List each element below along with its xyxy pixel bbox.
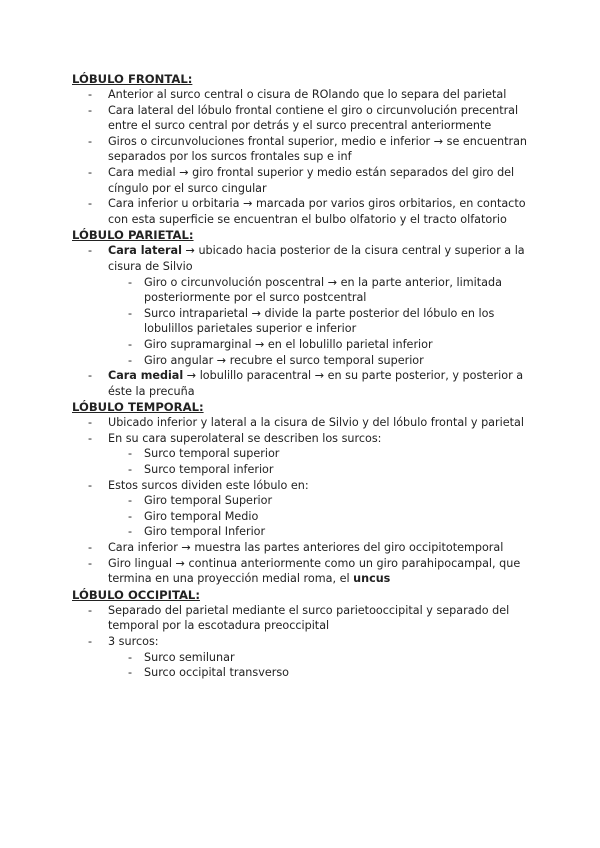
list-item: [72, 196, 532, 227]
bullet-dash: -: [88, 88, 93, 101]
notes-content: [72, 71, 532, 681]
bold-term: uncus: [353, 572, 391, 586]
list-item-text: Surco temporal superior: [144, 447, 280, 461]
bullet-dash: -: [88, 541, 93, 555]
list-item: [72, 415, 532, 431]
list-item: [72, 634, 532, 650]
list-item: [72, 603, 532, 634]
sub-list-item: [72, 275, 532, 306]
list-item-text: Separado del parietal mediante el surco parietooccipital y separado del temporal por la escotadura preoccipital: [108, 603, 510, 633]
list-item-text: Surco intraparietal → divide la parte posterior del lóbulo en los lobulillos parietales superior e inferior: [144, 306, 495, 336]
section-heading-temporal: LÓBULO TEMPORAL:: [72, 400, 204, 415]
list-item-text: → ubicado hacia posterior de la cisura central y superior a la cisura de Silvio: [108, 244, 525, 273]
list-item: [72, 243, 532, 274]
list-item: [72, 431, 532, 447]
bullet-dash: -: [128, 353, 133, 367]
list-item-text: En su cara superolateral se describen los surcos:: [108, 431, 382, 445]
list-item: [72, 478, 532, 494]
sub-list-item: [72, 509, 532, 525]
bullet-dash: -: [128, 447, 133, 461]
temporal-list: [72, 415, 532, 587]
bullet-dash: -: [128, 666, 133, 680]
list-item: [72, 87, 532, 103]
list-item: [72, 165, 532, 196]
bullet-dash: -: [128, 509, 133, 523]
bullet-dash: -: [88, 369, 93, 383]
list-item: [72, 103, 532, 134]
list-item-text: Giro supramarginal → en el lobulillo parietal inferior: [144, 337, 433, 351]
bullet-dash: -: [128, 306, 133, 320]
list-item-text: Giro o circunvolución poscentral → en la parte anterior, limitada posteriormente por el surco postcentral: [144, 275, 502, 305]
list-item-text: Surco occipital transverso: [144, 666, 290, 680]
sub-list-item: [72, 353, 532, 369]
list-item-text: → lobulillo paracentral → en su parte posterior, y posterior a éste la precuña: [108, 369, 524, 398]
section-heading-occipital: LÓBULO OCCIPITAL:: [72, 587, 200, 602]
list-item-text: Cara lateral del lóbulo frontal contiene el giro o circunvolución precentral entre el surco central por detrás y el surco precentral anteriormente: [108, 103, 519, 133]
list-item-text: Giro lingual → continua anteriormente como un giro parahipocampal, que termina en una proyección medial roma, el: [108, 556, 521, 586]
list-item-text: Estos surcos dividen este lóbulo en:: [108, 478, 309, 492]
section-heading-frontal: LÓBULO FRONTAL:: [72, 72, 193, 86]
list-item-text: Surco temporal inferior: [144, 463, 274, 477]
list-item: [72, 134, 532, 165]
list-item-text: Cara inferior → muestra las partes anteriores del giro occipitotemporal: [108, 541, 504, 555]
list-item-text: Cara inferior u orbitaria → marcada por varios giros orbitarios, en contacto con esta superficie se encuentran el bulbo olfatorio y el tracto olfatorio: [108, 197, 526, 226]
bullet-dash: -: [88, 478, 93, 492]
bullet-dash: -: [128, 525, 133, 539]
list-item-text: 3 surcos:: [108, 635, 159, 648]
list-item: [72, 556, 532, 587]
sub-list-item: [72, 650, 532, 666]
bullet-dash: -: [128, 494, 133, 508]
list-item-text: Giro angular → recubre el surco temporal superior: [144, 353, 424, 367]
bullet-dash: -: [88, 103, 93, 117]
sub-list-item: [72, 337, 532, 353]
list-item: [72, 368, 532, 399]
bullet-dash: -: [128, 463, 133, 477]
list-item-text: Cara medial → giro frontal superior y medio están separados del giro del cíngulo por el surco cingular: [108, 165, 515, 195]
frontal-list: [72, 87, 532, 227]
list-item-text: Giro temporal Superior: [144, 494, 273, 508]
bullet-dash: -: [88, 165, 93, 179]
list-item-text: Giro temporal Inferior: [144, 525, 266, 539]
sub-list-item: [72, 493, 532, 509]
sub-list-item: [72, 524, 532, 540]
sub-list-item: [72, 306, 532, 337]
bullet-dash: -: [88, 416, 93, 430]
bullet-dash: -: [88, 197, 93, 211]
list-item-text: Surco semilunar: [144, 650, 235, 664]
list-item-text: Giro temporal Medio: [144, 509, 259, 523]
sub-list-item: [72, 462, 532, 478]
list-item-text: Giros o circunvoluciones frontal superior, medio e inferior → se encuentran separados por los surcos frontales sup e inf: [108, 134, 528, 164]
bold-term: Cara medial: [108, 369, 184, 383]
bullet-dash: -: [88, 635, 93, 648]
bullet-dash: -: [128, 337, 133, 351]
bullet-dash: -: [128, 650, 133, 664]
section-heading-parietal: LÓBULO PARIETAL:: [72, 228, 194, 243]
sub-list-item: [72, 665, 532, 681]
bullet-dash: -: [88, 134, 93, 148]
bullet-dash: -: [88, 431, 93, 445]
list-item: [72, 540, 532, 556]
sub-list-item: [72, 446, 532, 462]
list-item-text: Ubicado inferior y lateral a la cisura de Silvio y del lóbulo frontal y parietal: [108, 416, 524, 430]
bullet-dash: -: [88, 603, 93, 617]
occipital-list: [72, 603, 532, 681]
bullet-dash: -: [128, 275, 133, 289]
parietal-list: [72, 243, 532, 399]
bullet-dash: -: [88, 556, 93, 570]
bold-term: Cara lateral: [108, 244, 182, 258]
bullet-dash: -: [88, 244, 93, 258]
list-item-text: Anterior al surco central o cisura de ROlando que lo separa del parietal: [108, 88, 507, 101]
